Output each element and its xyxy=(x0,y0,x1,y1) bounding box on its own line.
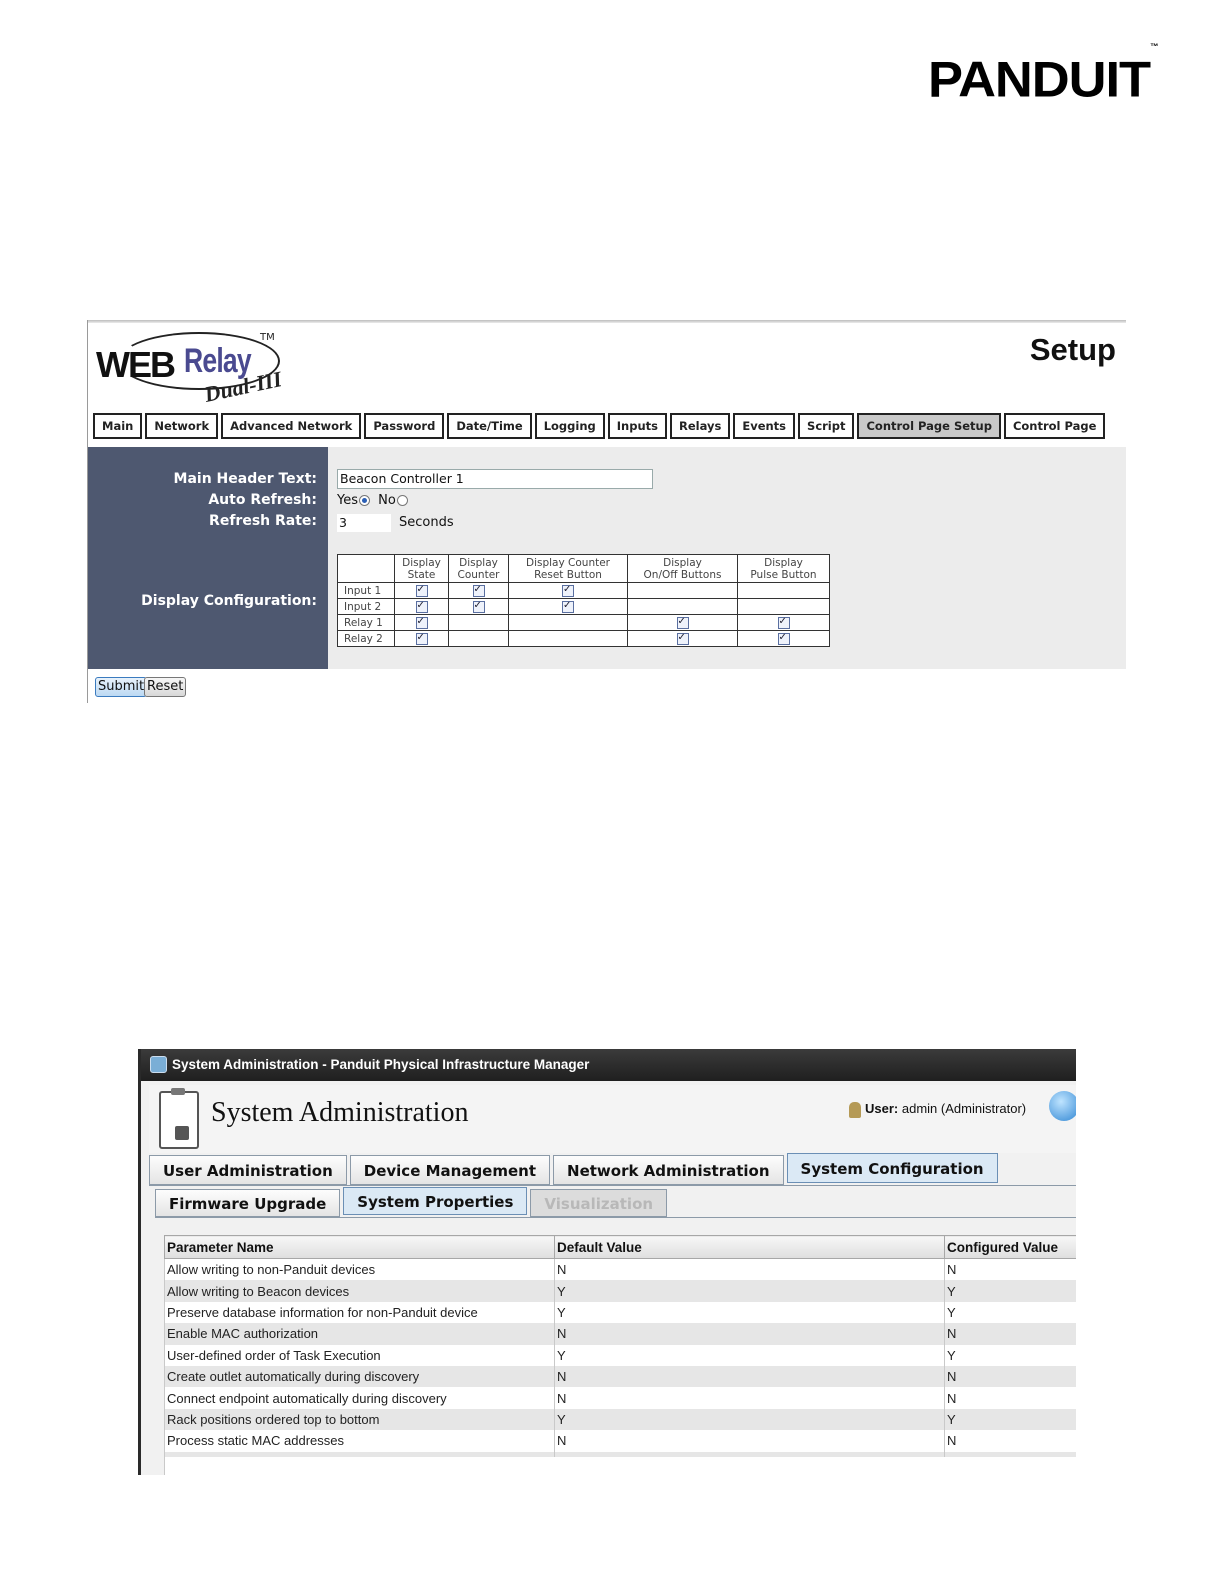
form-label-column xyxy=(88,447,328,669)
column-header-line2: Reset Button xyxy=(534,568,602,581)
grid-cell xyxy=(738,583,830,599)
checked-checkbox[interactable] xyxy=(416,601,428,613)
checked-checkbox[interactable] xyxy=(562,601,574,613)
tab-system-configuration[interactable]: System Configuration xyxy=(787,1153,998,1183)
user-icon xyxy=(849,1102,861,1118)
header-text-label: Main Header Text: xyxy=(173,471,317,487)
panduit-logo xyxy=(928,42,1159,108)
configured-value-cell: Y xyxy=(945,1409,1077,1430)
system-administration-window xyxy=(138,1049,1076,1475)
column-header-line2: Counter xyxy=(457,568,500,581)
tab-system-properties[interactable]: System Properties xyxy=(343,1187,527,1215)
sub-tabs xyxy=(155,1189,667,1217)
column-header[interactable]: Parameter Name xyxy=(165,1236,555,1259)
checked-checkbox[interactable] xyxy=(677,617,689,629)
column-header-line2: Pulse Button xyxy=(750,568,817,581)
grid-cell xyxy=(449,583,509,599)
grid-cell xyxy=(738,615,830,631)
parameter-name-cell: User-defined order of Task Execution xyxy=(165,1345,555,1366)
grid-cell xyxy=(395,631,449,647)
tab-logging[interactable]: Logging xyxy=(535,413,605,439)
tab-inputs[interactable]: Inputs xyxy=(608,413,667,439)
tab-visualization: Visualization xyxy=(530,1189,667,1217)
auto-refresh-no-radio[interactable] xyxy=(397,495,408,506)
tab-main[interactable]: Main xyxy=(93,413,142,439)
parameter-name-cell: Enable MAC authorization xyxy=(165,1323,555,1344)
grid-cell xyxy=(738,631,830,647)
checked-checkbox[interactable] xyxy=(416,585,428,597)
checked-checkbox[interactable] xyxy=(778,617,790,629)
default-value-cell: Y xyxy=(555,1302,945,1323)
tab-control-page[interactable]: Control Page xyxy=(1004,413,1105,439)
column-header-line1: Display xyxy=(459,556,498,569)
control-page-setup-form xyxy=(88,447,1126,669)
logo-trademark: TM xyxy=(260,332,275,343)
divider xyxy=(88,320,1126,323)
checked-checkbox[interactable] xyxy=(416,617,428,629)
default-value-cell: N xyxy=(555,1430,945,1451)
grid-cell xyxy=(509,615,628,631)
user-value: admin (Administrator) xyxy=(901,1101,1027,1116)
window-titlebar xyxy=(141,1049,1076,1081)
refresh-rate-label: Refresh Rate: xyxy=(209,513,317,529)
configured-value-cell: N xyxy=(945,1323,1077,1344)
grid-row xyxy=(338,631,830,647)
grid-column-header xyxy=(628,555,738,583)
grid-row-label: Relay 2 xyxy=(338,631,395,647)
tab-control-page-setup[interactable]: Control Page Setup xyxy=(857,413,1000,439)
checked-checkbox[interactable] xyxy=(416,633,428,645)
logo-relay-text: Relay xyxy=(184,342,251,380)
configured-value-cell: N xyxy=(945,1387,1077,1408)
column-header-line1: Display Counter xyxy=(526,556,610,569)
grid-cell xyxy=(509,583,628,599)
grid-column-header xyxy=(395,555,449,583)
table-row[interactable] xyxy=(165,1345,1077,1366)
refresh-rate-unit: Seconds xyxy=(399,515,454,530)
default-value-cell: N xyxy=(555,1259,945,1281)
refresh-rate-input[interactable]: 3 xyxy=(337,514,391,532)
logo-web-text: WEB xyxy=(96,344,174,385)
grid-column-header xyxy=(449,555,509,583)
column-header-line2: On/Off Buttons xyxy=(643,568,722,581)
grid-row-label: Relay 1 xyxy=(338,615,395,631)
auto-refresh-label: Auto Refresh: xyxy=(208,492,317,508)
grid-row xyxy=(338,615,830,631)
auto-refresh-radio-group xyxy=(337,493,412,508)
auto-refresh-no-label: No xyxy=(378,493,396,508)
tab-network[interactable]: Network xyxy=(145,413,218,439)
webrelay-nav-tabs xyxy=(93,413,1105,439)
grid-cell xyxy=(395,615,449,631)
default-value-cell: Y xyxy=(555,1345,945,1366)
table-row[interactable] xyxy=(165,1259,1077,1281)
parameter-name-cell: Create outlet automatically during discovery xyxy=(165,1366,555,1387)
parameter-name-cell: Process static MAC addresses xyxy=(165,1430,555,1451)
grid-cell xyxy=(628,615,738,631)
grid-corner-cell xyxy=(338,555,395,583)
window-title: System Administration - Panduit Physical Infrastructure Manager xyxy=(172,1057,590,1072)
clipboard-lock-icon xyxy=(159,1091,199,1149)
default-value-cell: N xyxy=(555,1387,945,1408)
configured-value-cell: N xyxy=(945,1259,1077,1281)
page-title: System Administration xyxy=(211,1097,469,1128)
grid-cell xyxy=(449,599,509,615)
table-row[interactable] xyxy=(165,1323,1077,1344)
grid-cell xyxy=(509,599,628,615)
checked-checkbox[interactable] xyxy=(473,601,485,613)
auto-refresh-yes-label: Yes xyxy=(337,493,358,508)
panduit-trademark: ™ xyxy=(1150,42,1159,51)
tab-relays[interactable]: Relays xyxy=(670,413,730,439)
column-header-line2: State xyxy=(407,568,436,581)
grid-row-label: Input 1 xyxy=(338,583,395,599)
tab-advanced-network[interactable]: Advanced Network xyxy=(221,413,361,439)
network-globe-icon[interactable] xyxy=(1049,1091,1076,1121)
tab-network-administration[interactable]: Network Administration xyxy=(553,1155,784,1185)
current-user xyxy=(849,1101,1026,1118)
configured-value-cell: Y xyxy=(945,1280,1077,1301)
default-value-cell: N xyxy=(555,1323,945,1344)
submit-button[interactable]: Submit xyxy=(95,677,147,697)
grid-row xyxy=(338,599,830,615)
column-header-line1: Display xyxy=(402,556,441,569)
column-header[interactable]: Configured Value xyxy=(945,1236,1077,1259)
app-icon xyxy=(150,1056,167,1073)
parameter-name-cell: Preserve database information for non-Panduit device xyxy=(165,1302,555,1323)
header-text-input[interactable]: Beacon Controller 1 xyxy=(337,469,653,489)
tab-script[interactable]: Script xyxy=(798,413,854,439)
parameter-name-cell: Rack positions ordered top to bottom xyxy=(165,1409,555,1430)
logo-model-text: Dual-III xyxy=(202,366,284,407)
table-row[interactable] xyxy=(165,1280,1077,1301)
reset-button[interactable]: Reset xyxy=(144,677,186,697)
grid-cell xyxy=(628,599,738,615)
grid-column-header xyxy=(509,555,628,583)
grid-cell xyxy=(449,615,509,631)
checked-checkbox[interactable] xyxy=(562,585,574,597)
grid-column-header xyxy=(738,555,830,583)
grid-row xyxy=(338,583,830,599)
tab-device-management[interactable]: Device Management xyxy=(350,1155,550,1185)
default-value-cell: N xyxy=(555,1366,945,1387)
parameter-name-cell: Allow writing to Beacon devices xyxy=(165,1280,555,1301)
user-label: User: xyxy=(865,1101,899,1116)
table-empty-area xyxy=(164,1457,1076,1475)
column-header[interactable]: Default Value xyxy=(555,1236,945,1259)
configured-value-cell: N xyxy=(945,1430,1077,1451)
table-row[interactable] xyxy=(165,1366,1077,1387)
table-row[interactable] xyxy=(165,1302,1077,1323)
display-config-label: Display Configuration: xyxy=(141,593,317,609)
main-tabs xyxy=(149,1155,998,1185)
configured-value-cell: Y xyxy=(945,1345,1077,1366)
tab-events[interactable]: Events xyxy=(733,413,795,439)
system-properties-table xyxy=(164,1235,1076,1473)
grid-cell xyxy=(628,583,738,599)
grid-cell xyxy=(509,631,628,647)
auto-refresh-yes-radio[interactable] xyxy=(359,495,370,506)
page-title: Setup xyxy=(1029,332,1116,367)
tab-user-administration[interactable]: User Administration xyxy=(149,1155,347,1185)
grid-row-label: Input 2 xyxy=(338,599,395,615)
column-header-line1: Display xyxy=(663,556,702,569)
panduit-logo-text: PANDUIT xyxy=(928,51,1151,108)
page-header xyxy=(149,1085,1076,1153)
grid-cell xyxy=(449,631,509,647)
webrelay-logo xyxy=(94,330,284,410)
grid-cell xyxy=(395,599,449,615)
column-header-line1: Display xyxy=(764,556,803,569)
parameter-name-cell: Allow writing to non-Panduit devices xyxy=(165,1259,555,1281)
grid-cell xyxy=(395,583,449,599)
checked-checkbox[interactable] xyxy=(677,633,689,645)
default-value-cell: Y xyxy=(555,1280,945,1301)
parameter-name-cell: Connect endpoint automatically during discovery xyxy=(165,1387,555,1408)
checked-checkbox[interactable] xyxy=(473,585,485,597)
configured-value-cell: N xyxy=(945,1366,1077,1387)
webrelay-setup-screenshot xyxy=(87,320,1126,703)
tab-password[interactable]: Password xyxy=(364,413,444,439)
display-config-grid xyxy=(337,554,830,647)
table-row[interactable] xyxy=(165,1430,1077,1451)
tab-date-time[interactable]: Date/Time xyxy=(447,413,531,439)
tab-firmware-upgrade[interactable]: Firmware Upgrade xyxy=(155,1189,340,1217)
grid-cell xyxy=(628,631,738,647)
checked-checkbox[interactable] xyxy=(778,633,790,645)
table-row[interactable] xyxy=(165,1387,1077,1408)
configured-value-cell: Y xyxy=(945,1302,1077,1323)
table-row[interactable] xyxy=(165,1409,1077,1430)
grid-cell xyxy=(738,599,830,615)
default-value-cell: Y xyxy=(555,1409,945,1430)
